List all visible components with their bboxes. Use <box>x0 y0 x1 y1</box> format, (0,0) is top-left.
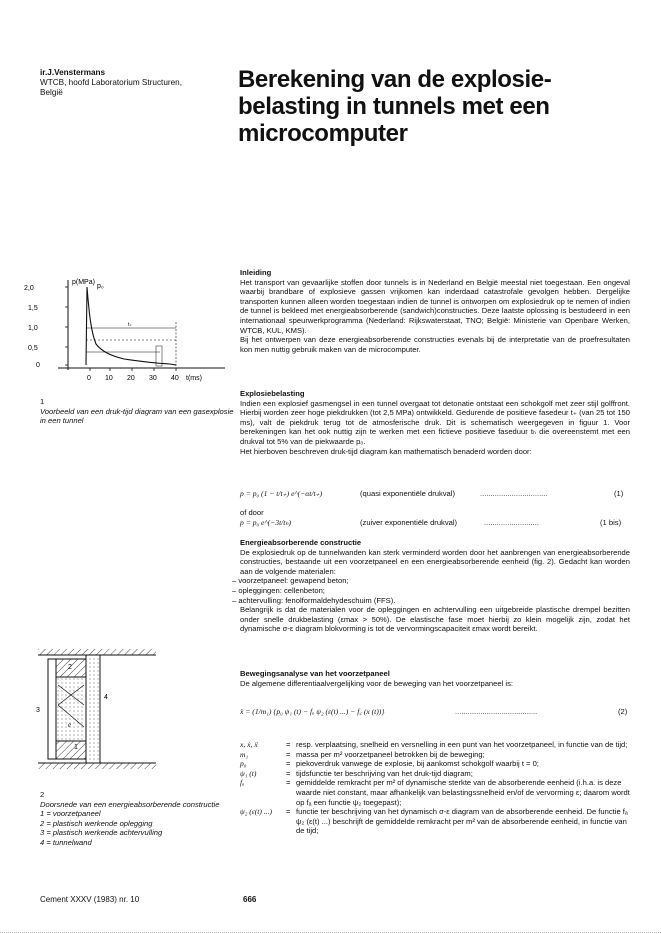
symbol-desc: tijdsfunctie ter beschrijving van het druk-tijd diagram; <box>296 768 473 778</box>
figure-1-pressure-time-diagram <box>20 272 235 390</box>
list-item: – voorzetpaneel: gewapend beton; <box>232 576 349 586</box>
author-block <box>40 68 230 98</box>
constructie-body: De explosiedruk op de tunnelwanden kan sterk verminderd worden door het aanbrengen van energieabsorberende constructies, bestaande uit een voorzetpaneel en een energieabsorberende eenheid (fig. 2). Gedacht kan worden aan de volgende materialen: <box>240 547 630 576</box>
symbol-row <box>240 750 630 760</box>
symbol-row <box>240 759 630 769</box>
y-tick-label: 0,5 <box>28 345 38 352</box>
inleiding-body-2: Bij het ontwerpen van deze energieabsorberende constructies evenals bij de interpretatie van de proefresultaten kon men nuttig gebruik maken van de microcomputer. <box>240 335 630 354</box>
top-ground <box>38 649 156 655</box>
title-line-3: microcomputer <box>238 120 408 147</box>
duration-label: t₊ <box>128 322 133 328</box>
equation-2-formula: ẍ = (1/m₁) {p₀ ψ₁ (t) − fₐ ψ₂ (ε(t) ...) − f꜀ (x (t))} <box>240 707 385 716</box>
oplegging-bottom <box>56 741 86 759</box>
figure-1-caption <box>40 397 235 426</box>
section-constructie <box>232 538 630 634</box>
equation-1-formula: p = p₀ (1 − t/t₊) e^(−αt/t₊) <box>240 489 323 498</box>
symbol: fₐ <box>240 778 245 788</box>
figure-2-item: 1 = voorzetpaneel <box>40 809 101 819</box>
symbol-desc: massa per m² voorzetpaneel betrokken bij de beweging; <box>296 749 485 759</box>
equals-sign: = <box>286 759 291 769</box>
section-inleiding <box>240 268 630 354</box>
symbol-row <box>240 769 630 779</box>
symbol-desc: piekoverdruk vanwege de explosie, bij aankomst schokgolf waarbij t = 0; <box>296 759 539 769</box>
list-item: – opleggingen: cellenbeton; <box>232 585 325 595</box>
symbol: ψ₁ (t) <box>240 768 257 778</box>
equation-1-leader: ................................ <box>480 489 548 498</box>
equals-sign: = <box>286 778 291 788</box>
equals-sign: = <box>286 740 291 749</box>
of-door: of door <box>240 508 264 517</box>
fig2-label-4: 4 <box>104 694 108 701</box>
footer-journal: Cement XXXV (1983) nr. 10 <box>40 895 140 904</box>
figure-2-number: 2 <box>40 790 45 799</box>
section-beweging <box>240 669 630 688</box>
symbol: ψ₂ (ε(t) ...) <box>240 807 273 817</box>
footer-page-number: 666 <box>243 895 257 904</box>
equals-sign: = <box>286 749 291 759</box>
symbol-desc: gemiddelde remkracht per m² of dynamische sterkte van de absorberende eenheid (i.h.a. is deze waarde niet constant, maar afhankelijk van belastingssnelheid en/of de vervorming ε; daarom wordt op fₐ een functie ψ₂ toegepast); <box>296 778 630 807</box>
symbol: m₁ <box>240 749 249 759</box>
symbol: x, ẋ, ẍ <box>240 740 258 749</box>
list-item: – achtervulling: fenolformaldehydeschuim (FFS). <box>232 595 396 605</box>
author-name: ir.J.Venstermans <box>40 68 106 77</box>
symbol-row <box>240 807 630 836</box>
symbol: p₀ <box>240 759 247 769</box>
y-axis-label: p(MPa) <box>72 279 95 286</box>
symbol-desc: functie ter beschrijving van het dynamisch σ-ε diagram van de absorberende eenheid. De functie fₐ ψ₂ (ε(t) ...) beschrijft de gemiddelde remkracht per m² van de absorberende eenheid, in functie van de tijd; <box>296 807 628 836</box>
constructie-list <box>232 576 630 605</box>
figure-2-item: 2 = plastisch werkende oplegging <box>40 818 153 828</box>
peak-label: p₀ <box>97 283 104 290</box>
figure-2-caption-title: Doorsnede van een energieabsorberende constructie <box>40 799 220 809</box>
figure-2-cross-section <box>28 645 168 773</box>
constructie-body-2: Belangrijk is dat de materialen voor de opleggingen en achtervulling een uitgebreide plastische drempel bezitten onder snelle drukbelasting (εmax > 50%). De elastische fase moet hierbij zo klein mogelijk zijn, zodat het dynamische σ-ε diagram blokvorming is tot de vervormingscapaciteit εmax wordt bereikt. <box>240 605 630 634</box>
explosiebelasting-body-2: Het hierboven beschreven druk-tijd diagram kan mathematisch benaderd worden door: <box>240 446 532 456</box>
equation-1 <box>240 489 322 498</box>
heading-inleiding: Inleiding <box>240 268 272 277</box>
author-affiliation: WTCB, hoofd Laboratorium Structuren, <box>40 78 182 87</box>
title-line-2: belasting in tunnels met een <box>238 93 550 120</box>
figure-2-caption <box>40 790 240 848</box>
equation-2-number: (2) <box>618 707 628 716</box>
inleiding-body: Het transport van gevaarlijke stoffen door tunnels is in Nederland en België meestal niet toegestaan. Een ongeval waarbij brandbare of explosieve gassen vrijkomen kan inderdaad catastrofale gevolgen hebben. Dergelijke transporten kunnen alleen worden toegestaan indien de tunnel is ontworpen om explosiedruk op te nemen of indien de tunnel is bekleed met energieabsorberende (sandwich)constructies. Deze laatste oplossing is bestudeerd in een internationaal speurwerkprogramma (Nederland: Rijkswaterstaat, TNO; België: Ministerie van Openbare Werken, WTCB, KUL, KMS). <box>240 277 630 335</box>
explosiebelasting-body: Indien een explosief gasmengsel in een tunnel overgaat tot detonatie ontstaat een schokgolf met zeer stijl golffront. Hierbij worden zeer hoge piekdrukken (tot 2,5 MPa) ontwikkeld. Gedurende de positieve fasedeur t₊ (van 25 tot 150 ms), valt de piekdruk terug tot de atmosferische druk. Dit is schematisch weergegeven in figuur 1. Voor berekeningen kan het ook nuttig zijn te werken met een fictieve positieve faseduur tₕ die overeenstemt met een drukval tot 5% van de piekwaarde p₀. <box>240 398 630 446</box>
x-tick-label: 40 <box>171 375 179 382</box>
figure-1-caption-text: Voorbeeld van een druk-tijd diagram van een gasexplosie in een tunnel <box>40 406 234 426</box>
y-tick-label: 1,5 <box>28 305 38 312</box>
heading-beweging: Bewegingsanalyse van het voorzetpaneel <box>240 669 390 678</box>
bottom-ground <box>38 763 156 769</box>
symbol-desc: resp. verplaatsing, snelheid en versnelling in een punt van het voorzetpaneel, in functie van de tijd; <box>296 740 628 749</box>
beweging-body: De algemene differentiaalvergelijking voor de beweging van het voorzetpaneel is: <box>240 678 513 688</box>
y-tick-label: 2,0 <box>24 285 34 292</box>
title-line-1: Berekening van de explosie- <box>238 66 552 93</box>
x-tick-label: 30 <box>149 375 157 382</box>
figure-2-item: 4 = tunnelwand <box>40 837 92 847</box>
equals-sign: = <box>286 807 291 817</box>
tunnelwand <box>86 655 100 763</box>
figure-1-number: 1 <box>40 397 45 406</box>
equation-1-number: (1) <box>614 489 624 498</box>
equation-2 <box>240 707 384 717</box>
equation-1-bis-formula: p = p₀ e^(−3t/tₕ) <box>240 518 292 527</box>
equals-sign: = <box>286 768 291 778</box>
section-explosiebelasting <box>240 389 630 456</box>
fig2-label-2: 2 <box>68 664 72 671</box>
fig2-label-1: 1 <box>74 744 78 751</box>
equation-1-label: (quasi exponentiële drukval) <box>360 489 455 498</box>
symbol-row <box>240 778 630 807</box>
author-country: België <box>40 88 63 97</box>
heading-constructie: Energieabsorberende constructie <box>240 538 362 547</box>
article-title <box>238 66 638 147</box>
fig2-label-3: 3 <box>36 707 40 714</box>
symbol-row <box>240 740 630 750</box>
symbol-list <box>240 740 630 836</box>
x-axis-label: t(ms) <box>186 375 202 382</box>
heading-explosiebelasting: Explosiebelasting <box>240 389 305 398</box>
y-tick-label: 1,0 <box>28 325 38 332</box>
equation-2-leader: ....................................... <box>455 707 538 716</box>
equation-1-bis-label: (zuiver exponentiële drukval) <box>360 518 458 527</box>
fig2-label-e: e <box>68 721 72 729</box>
voorzetpaneel <box>48 659 56 759</box>
equation-1-bis-number: (1 bis) <box>600 518 622 527</box>
equation-1-bis-leader: .......................... <box>484 518 539 527</box>
x-tick-label: 10 <box>105 375 113 382</box>
figure-2-item: 3 = plastisch werkende achtervulling <box>40 828 163 838</box>
y-tick-label: 0 <box>36 362 40 369</box>
x-tick-label: 20 <box>127 375 135 382</box>
equation-1-bis <box>240 518 291 527</box>
x-tick-label: 0 <box>87 375 91 382</box>
